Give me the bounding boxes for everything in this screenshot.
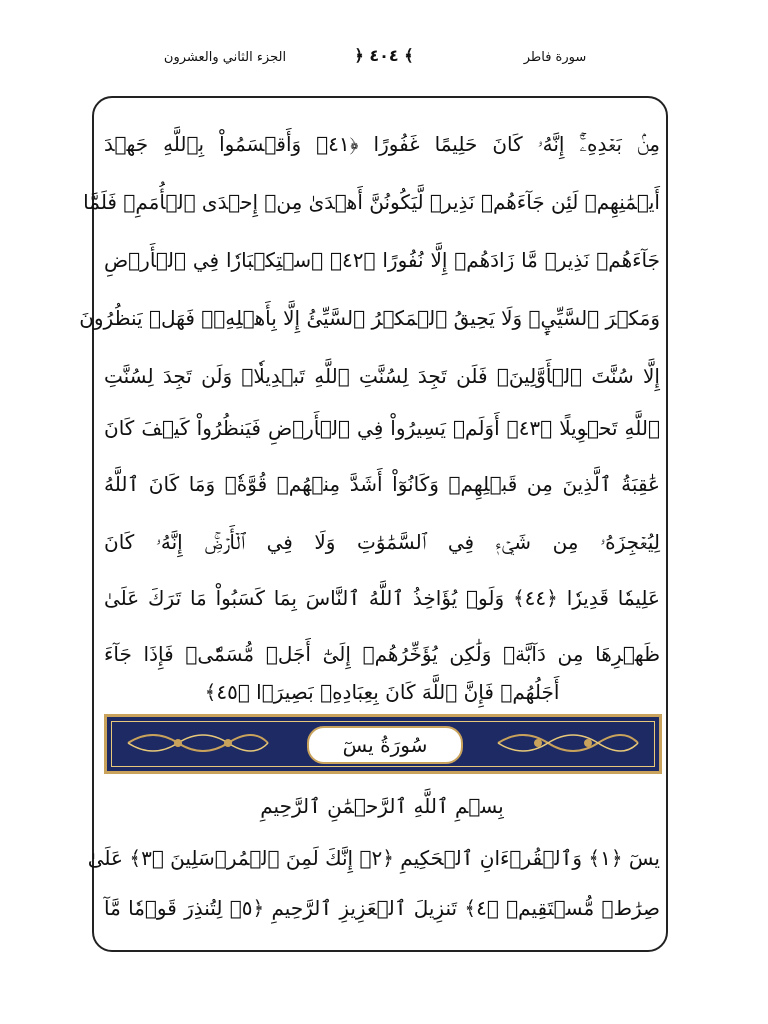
text-line: لِيُعۡجِزَهُۥ مِن شَيۡءٖ فِي ٱلسَّمَٰوَٰتِ وَلَا فِي ٱلۡأَرۡضِۚ إِنَّهُۥ كَانَ [104,530,660,554]
text-line: أَيۡمَٰنِهِمۡ لَئِن جَآءَهُمۡ نَذِيرٞ لَّيَكُونُنَّ أَهۡدَىٰ مِنۡ إِحۡدَى ٱلۡأُمَمِۖ فَلَمَّا [83,190,660,214]
text-line: مِنۢ بَعۡدِهِۦٓۚ إِنَّهُۥ كَانَ حَلِيمًا غَفُورًا ﴿٤١﴾ وَأَقۡسَمُواْ بِٱللَّهِ جَهۡدَ [104,132,660,156]
text-line-last: أَجَلُهُمۡ فَإِنَّ ٱللَّهَ كَانَ بِعِبَادِهِۦ بَصِيرَۢا ﴿٤٥﴾ [204,680,560,704]
page-number: ﴿ ٤٠٤ ﴾ [354,46,414,65]
text-line: إِلَّا سُنَّتَ ٱلۡأَوَّلِينَۚ فَلَن تَجِدَ لِسُنَّتِ ٱللَّهِ تَبۡدِيلٗاۖ وَلَن تَجِدَ لِسُنَّتِ [104,364,660,388]
surah-name-header: سورة فاطر [523,50,587,65]
text-line: صِرَٰطٖ مُّسۡتَقِيمٖ ﴿٤﴾ تَنزِيلَ ٱلۡعَزِيزِ ٱلرَّحِيمِ ﴿٥﴾ لِتُنذِرَ قَوۡمٗا مَّآ [104,896,661,920]
surah-title-cartouche: سُورَةُ يسٓ [307,726,463,764]
ornament-left-icon [123,725,273,761]
text-line: ظَهۡرِهَا مِن دَآبَّةٖ وَلَٰكِن يُؤَخِّرُهُمۡ إِلَىٰٓ أَجَلٖ مُّسَمّٗىۖ فَإِذَا جَآءَ [104,642,660,666]
text-line: ٱللَّهِ تَحۡوِيلًا ﴿٤٣﴾ أَوَلَمۡ يَسِيرُواْ فِي ٱلۡأَرۡضِ فَيَنظُرُواْ كَيۡفَ كَانَ [104,416,660,440]
ornament-right-icon [493,725,643,761]
surah-title-banner [104,714,662,774]
text-line: عَلِيمٗا قَدِيرٗا ﴿٤٤﴾ وَلَوۡ يُؤَاخِذُ ٱللَّهُ ٱلنَّاسَ بِمَا كَسَبُواْ مَا تَرَكَ عَلَىٰ [104,586,660,610]
juz-label: الجزء الثاني والعشرون [163,50,287,65]
basmala: بِسۡمِ ٱللَّهِ ٱلرَّحۡمَٰنِ ٱلرَّحِيمِ [260,794,504,818]
text-line: جَآءَهُمۡ نَذِيرٞ مَّا زَادَهُمۡ إِلَّا نُفُورًا ﴿٤٢﴾ ٱسۡتِكۡبَارٗا فِي ٱلۡأَرۡضِ [104,248,660,272]
text-line: يسٓ ﴿١﴾ وَٱلۡقُرۡءَانِ ٱلۡحَكِيمِ ﴿٢﴾ إِنَّكَ لَمِنَ ٱلۡمُرۡسَلِينَ ﴿٣﴾ عَلَىٰ [87,846,660,870]
text-line: عَٰقِبَةُ ٱلَّذِينَ مِن قَبۡلِهِمۡ وَكَانُوٓاْ أَشَدَّ مِنۡهُمۡ قُوَّةٗۚ وَمَا كَانَ ٱللَّهُ [104,472,660,496]
page-header [0,44,768,84]
text-line: وَمَكۡرَ ٱلسَّيِّيِٕۚ وَلَا يَحِيقُ ٱلۡمَكۡرُ ٱلسَّيِّئُ إِلَّا بِأَهۡلِهِۦۚ فَهَلۡ يَنظُرُونَ [79,306,660,330]
